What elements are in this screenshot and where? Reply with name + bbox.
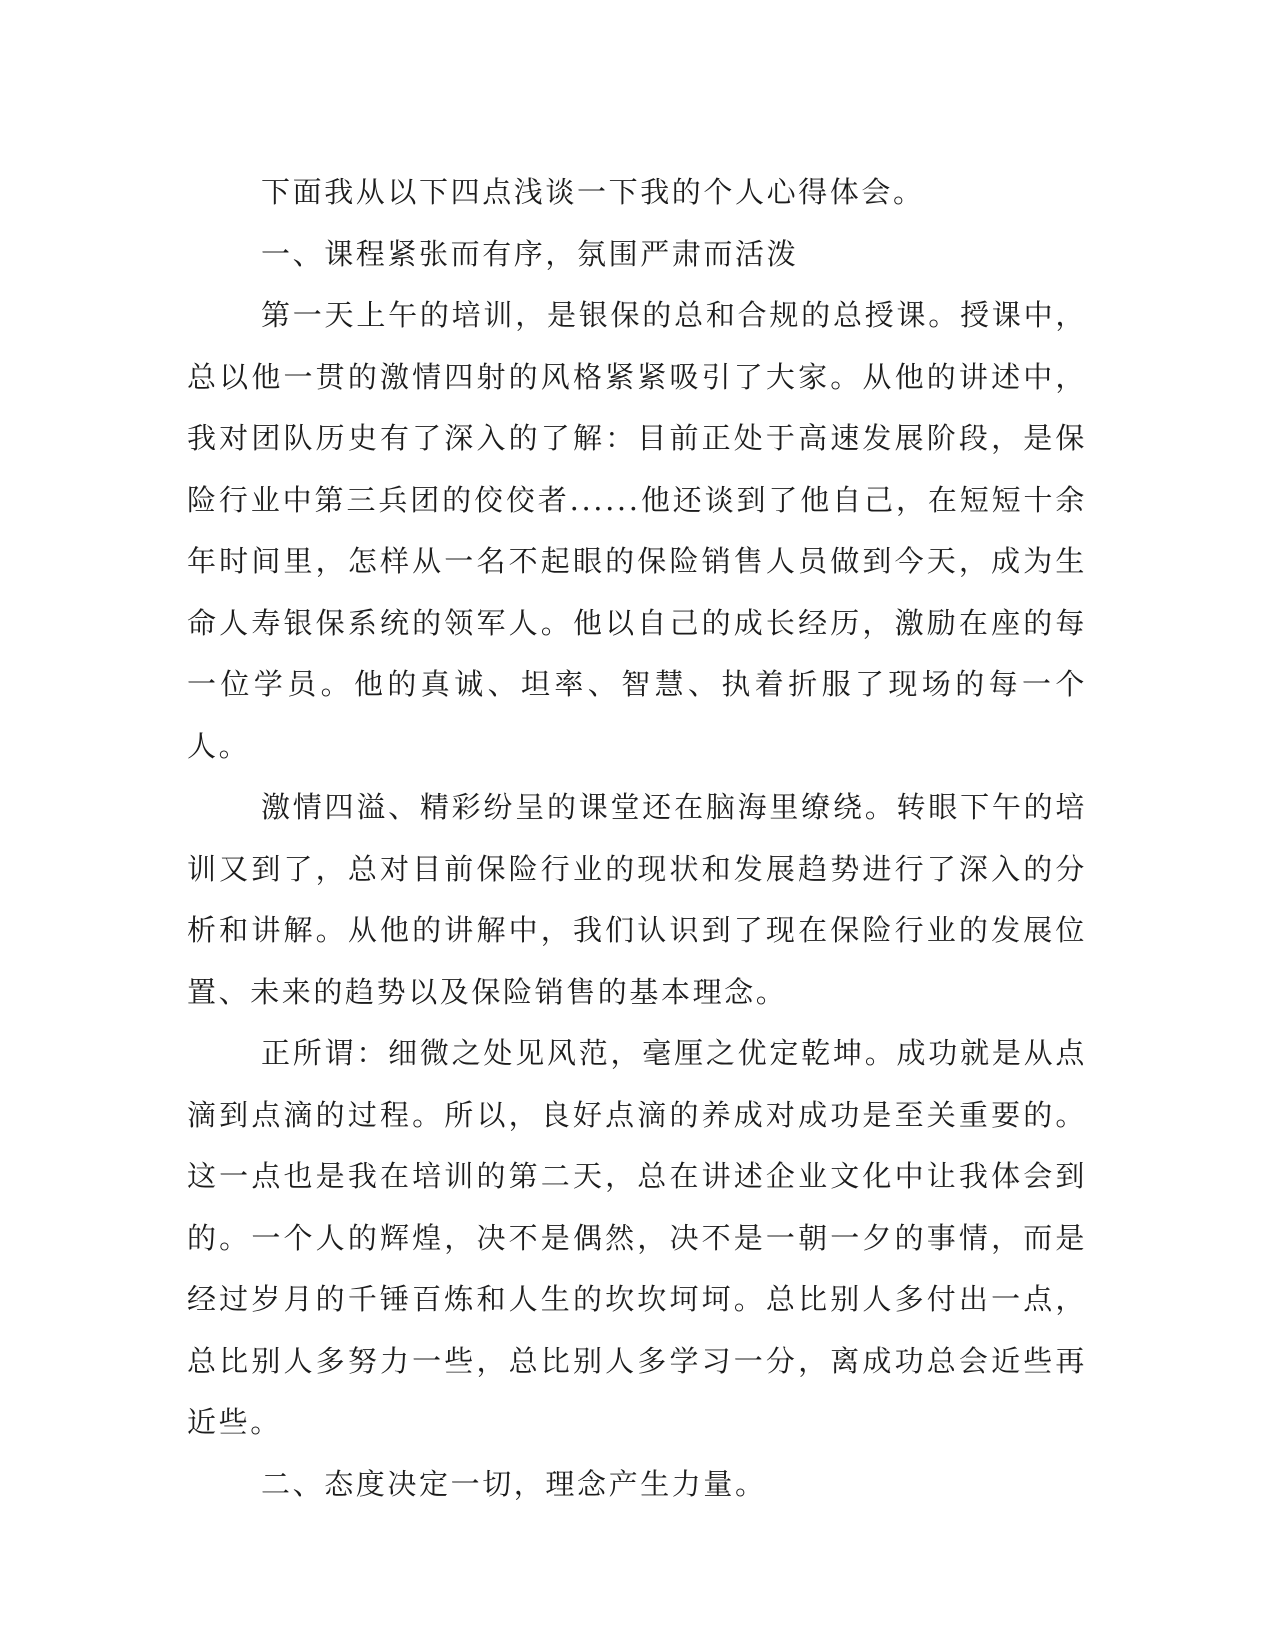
document-body [187,162,1087,1515]
paragraph-details-success: 正所谓：细微之处见风范，毫厘之优定乾坤。成功就是从点滴到点滴的过程。所以，良好点滴的养成对成功是至关重要的。这一点也是我在培训的第二天，总在讲述企业文化中让我体会到的。一个人的辉煌，决不是偶然，决不是一朝一夕的事情，而是经过岁月的千锤百炼和人生的坎坎坷坷。总比别人多付出一点，总比别人多努力一些，总比别人多学习一分，离成功总会近些再近些。 [187,1036,1087,1439]
paragraph-first-day-afternoon: 激情四溢、精彩纷呈的课堂还在脑海里缭绕。转眼下午的培训又到了，总对目前保险行业的现状和发展趋势进行了深入的分析和讲解。从他的讲解中，我们认识到了现在保险行业的发展位置、未来的趋势以及保险销售的基本理念。 [187,790,1087,1009]
section-heading-2: 二、态度决定一切，理念产生力量。 [261,1466,767,1501]
section-heading-1: 一、课程紧张而有序，氛围严肃而活泼 [261,236,799,271]
paragraph-intro: 下面我从以下四点浅谈一下我的个人心得体会。 [261,175,925,209]
paragraph-first-day-morning: 第一天上午的培训，是银保的总和合规的总授课。授课中，总以他一贯的激情四射的风格紧紧吸引了大家。从他的讲述中，我对团队历史有了深入的了解：目前正处于高速发展阶段，是保险行业中第三兵团的佼佼者......他还谈到了他自己，在短短十余年时间里，怎样从一名不起眼的保险销售人员做到今天，成为生命人寿银保系统的领军人。他以自己的成长经历，激励在座的每一位学员。他的真诚、坦率、智慧、执着折服了现场的每一个人。 [187,298,1087,763]
